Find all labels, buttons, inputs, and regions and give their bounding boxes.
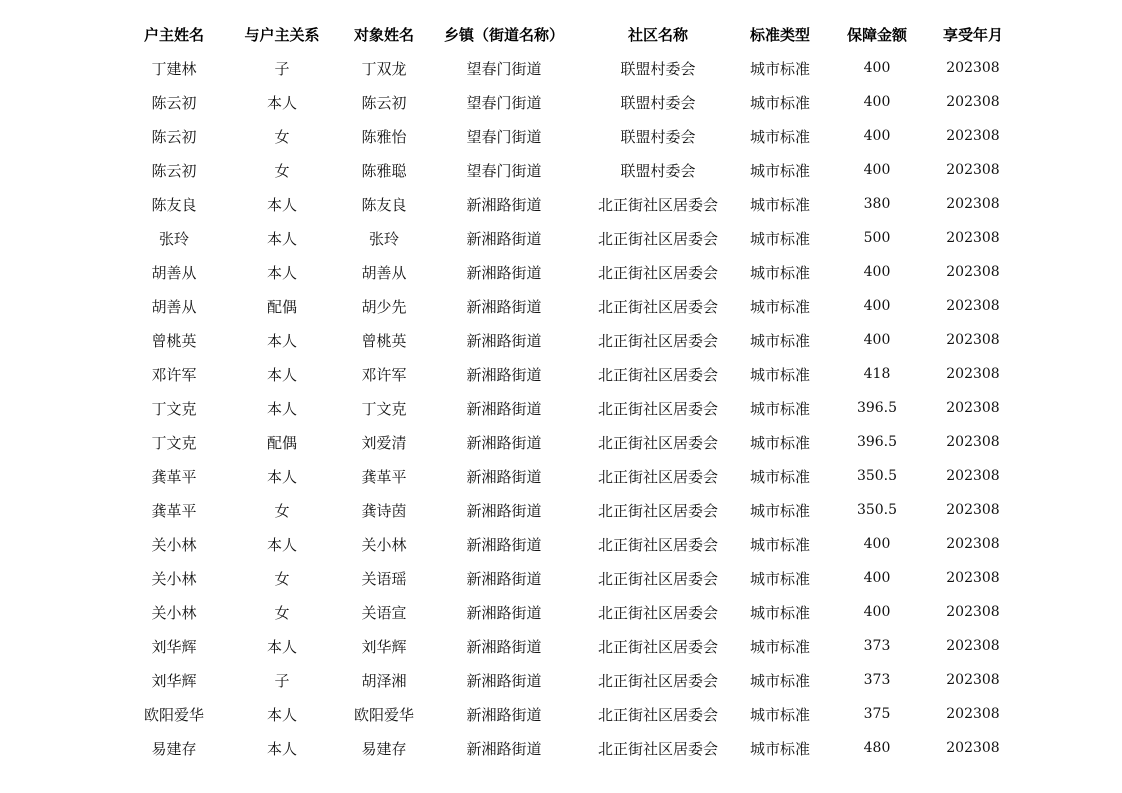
header-cell: 社区名称: [627, 25, 688, 44]
header-cell: 保障金额: [846, 25, 907, 44]
month-cell: 202308: [946, 604, 1000, 620]
standard-type-cell: 城市标准: [749, 229, 810, 248]
month-cell: 202308: [946, 468, 1000, 484]
street-cell: 新湘路街道: [466, 637, 542, 656]
household-head-cell: 欧阳爱华: [143, 705, 204, 724]
amount-cell: 375: [863, 706, 891, 722]
table-row: [120, 731, 1012, 765]
table-row: [120, 425, 1012, 459]
community-cell: 北正街社区居委会: [597, 671, 718, 690]
household-head-cell: 陈云初: [151, 93, 197, 112]
street-cell: 新湘路街道: [466, 671, 542, 690]
table-row: [120, 153, 1012, 187]
recipient-name-cell: 陈云初: [361, 93, 407, 112]
community-cell: 北正街社区居委会: [597, 263, 718, 282]
amount-cell: 400: [863, 298, 891, 314]
relation-cell: 本人: [266, 93, 297, 112]
street-cell: 新湘路街道: [466, 399, 542, 418]
community-cell: 联盟村委会: [620, 93, 696, 112]
standard-type-cell: 城市标准: [749, 739, 810, 758]
household-head-cell: 关小林: [151, 569, 197, 588]
standard-type-cell: 城市标准: [749, 127, 810, 146]
relation-cell: 本人: [266, 229, 297, 248]
recipient-name-cell: 邓许军: [361, 365, 407, 384]
standard-type-cell: 城市标准: [749, 59, 810, 78]
relation-cell: 本人: [266, 467, 297, 486]
community-cell: 北正街社区居委会: [597, 569, 718, 588]
standard-type-cell: 城市标准: [749, 671, 810, 690]
community-cell: 联盟村委会: [620, 161, 696, 180]
street-cell: 新湘路街道: [466, 467, 542, 486]
standard-type-cell: 城市标准: [749, 603, 810, 622]
recipient-name-cell: 张玲: [368, 229, 399, 248]
standard-type-cell: 城市标准: [749, 467, 810, 486]
street-cell: 望春门街道: [466, 161, 542, 180]
relation-cell: 子: [274, 59, 290, 78]
household-head-cell: 刘华辉: [151, 671, 197, 690]
month-cell: 202308: [946, 94, 1000, 110]
table-row: [120, 493, 1012, 527]
relation-cell: 女: [274, 501, 290, 520]
household-head-cell: 胡善从: [151, 297, 197, 316]
amount-cell: 400: [863, 332, 891, 348]
amount-cell: 373: [863, 638, 891, 654]
amount-cell: 400: [863, 94, 891, 110]
table-row: [120, 51, 1012, 85]
table-row: [120, 357, 1012, 391]
street-cell: 新湘路街道: [466, 569, 542, 588]
table-row: [120, 85, 1012, 119]
recipient-name-cell: 龚革平: [361, 467, 407, 486]
community-cell: 北正街社区居委会: [597, 535, 718, 554]
month-cell: 202308: [946, 366, 1000, 382]
table-row: [120, 255, 1012, 289]
community-cell: 北正街社区居委会: [597, 195, 718, 214]
table-row: [120, 663, 1012, 697]
street-cell: 望春门街道: [466, 59, 542, 78]
household-head-cell: 关小林: [151, 603, 197, 622]
standard-type-cell: 城市标准: [749, 705, 810, 724]
relation-cell: 女: [274, 127, 290, 146]
amount-cell: 350.5: [856, 502, 898, 518]
standard-type-cell: 城市标准: [749, 161, 810, 180]
relation-cell: 子: [274, 671, 290, 690]
standard-type-cell: 城市标准: [749, 331, 810, 350]
table-row: [120, 697, 1012, 731]
month-cell: 202308: [946, 298, 1000, 314]
amount-cell: 400: [863, 128, 891, 144]
month-cell: 202308: [946, 434, 1000, 450]
amount-cell: 400: [863, 604, 891, 620]
month-cell: 202308: [946, 536, 1000, 552]
community-cell: 联盟村委会: [620, 59, 696, 78]
amount-cell: 396.5: [856, 400, 898, 416]
household-head-cell: 邓许军: [151, 365, 197, 384]
household-head-cell: 陈云初: [151, 127, 197, 146]
community-cell: 北正街社区居委会: [597, 365, 718, 384]
recipient-name-cell: 欧阳爱华: [353, 705, 414, 724]
community-cell: 北正街社区居委会: [597, 399, 718, 418]
household-head-cell: 龚革平: [151, 467, 197, 486]
recipient-name-cell: 易建存: [361, 739, 407, 758]
header-cell: 标准类型: [749, 25, 810, 44]
recipient-name-cell: 关语瑶: [361, 569, 407, 588]
month-cell: 202308: [946, 638, 1000, 654]
amount-cell: 400: [863, 570, 891, 586]
standard-type-cell: 城市标准: [749, 637, 810, 656]
community-cell: 北正街社区居委会: [597, 297, 718, 316]
month-cell: 202308: [946, 570, 1000, 586]
month-cell: 202308: [946, 230, 1000, 246]
household-head-cell: 丁建林: [151, 59, 197, 78]
amount-cell: 396.5: [856, 434, 898, 450]
month-cell: 202308: [946, 502, 1000, 518]
table-row: [120, 527, 1012, 561]
month-cell: 202308: [946, 740, 1000, 756]
recipient-name-cell: 曾桃英: [361, 331, 407, 350]
header-cell: 对象姓名: [353, 25, 414, 44]
recipient-name-cell: 胡善从: [361, 263, 407, 282]
community-cell: 北正街社区居委会: [597, 467, 718, 486]
table-row: [120, 459, 1012, 493]
standard-type-cell: 城市标准: [749, 535, 810, 554]
amount-cell: 380: [863, 196, 891, 212]
street-cell: 新湘路街道: [466, 195, 542, 214]
amount-cell: 400: [863, 536, 891, 552]
household-head-cell: 易建存: [151, 739, 197, 758]
spreadsheet-page: [120, 17, 1012, 765]
household-head-cell: 丁文克: [151, 433, 197, 452]
household-head-cell: 关小林: [151, 535, 197, 554]
street-cell: 新湘路街道: [466, 263, 542, 282]
relation-cell: 本人: [266, 535, 297, 554]
amount-cell: 400: [863, 264, 891, 280]
recipient-name-cell: 陈友良: [361, 195, 407, 214]
table-row: [120, 561, 1012, 595]
header-cell: 户主姓名: [143, 25, 204, 44]
household-head-cell: 陈云初: [151, 161, 197, 180]
header-cell: 与户主关系: [244, 25, 320, 44]
header-cell: 享受年月: [942, 25, 1003, 44]
street-cell: 新湘路街道: [466, 433, 542, 452]
relation-cell: 本人: [266, 263, 297, 282]
community-cell: 北正街社区居委会: [597, 501, 718, 520]
month-cell: 202308: [946, 128, 1000, 144]
table-row: [120, 323, 1012, 357]
relation-cell: 配偶: [266, 433, 297, 452]
recipient-name-cell: 刘爱清: [361, 433, 407, 452]
standard-type-cell: 城市标准: [749, 433, 810, 452]
table-row: [120, 391, 1012, 425]
table-row: [120, 595, 1012, 629]
relation-cell: 女: [274, 161, 290, 180]
header-cell: 乡镇（街道名称）: [443, 25, 564, 44]
street-cell: 新湘路街道: [466, 297, 542, 316]
street-cell: 新湘路街道: [466, 739, 542, 758]
community-cell: 北正街社区居委会: [597, 637, 718, 656]
community-cell: 北正街社区居委会: [597, 229, 718, 248]
month-cell: 202308: [946, 332, 1000, 348]
street-cell: 新湘路街道: [466, 331, 542, 350]
amount-cell: 400: [863, 162, 891, 178]
household-head-cell: 陈友良: [151, 195, 197, 214]
table-row: [120, 119, 1012, 153]
month-cell: 202308: [946, 196, 1000, 212]
amount-cell: 350.5: [856, 468, 898, 484]
standard-type-cell: 城市标准: [749, 93, 810, 112]
month-cell: 202308: [946, 60, 1000, 76]
table-row: [120, 187, 1012, 221]
standard-type-cell: 城市标准: [749, 365, 810, 384]
relation-cell: 本人: [266, 365, 297, 384]
standard-type-cell: 城市标准: [749, 263, 810, 282]
standard-type-cell: 城市标准: [749, 501, 810, 520]
relation-cell: 本人: [266, 705, 297, 724]
household-head-cell: 龚革平: [151, 501, 197, 520]
community-cell: 北正街社区居委会: [597, 331, 718, 350]
relation-cell: 本人: [266, 331, 297, 350]
relation-cell: 本人: [266, 637, 297, 656]
community-cell: 北正街社区居委会: [597, 433, 718, 452]
household-head-cell: 丁文克: [151, 399, 197, 418]
amount-cell: 400: [863, 60, 891, 76]
recipient-name-cell: 胡少先: [361, 297, 407, 316]
recipient-name-cell: 丁双龙: [361, 59, 407, 78]
household-head-cell: 曾桃英: [151, 331, 197, 350]
recipient-name-cell: 龚诗茵: [361, 501, 407, 520]
street-cell: 望春门街道: [466, 127, 542, 146]
amount-cell: 500: [863, 230, 891, 246]
recipient-name-cell: 丁文克: [361, 399, 407, 418]
header-row: [120, 17, 1012, 51]
table-row: [120, 289, 1012, 323]
table-row: [120, 629, 1012, 663]
relation-cell: 女: [274, 569, 290, 588]
household-head-cell: 刘华辉: [151, 637, 197, 656]
recipient-name-cell: 关小林: [361, 535, 407, 554]
table-row: [120, 221, 1012, 255]
standard-type-cell: 城市标准: [749, 569, 810, 588]
community-cell: 北正街社区居委会: [597, 603, 718, 622]
month-cell: 202308: [946, 264, 1000, 280]
recipient-name-cell: 陈雅怡: [361, 127, 407, 146]
recipient-name-cell: 关语宣: [361, 603, 407, 622]
relation-cell: 配偶: [266, 297, 297, 316]
recipient-name-cell: 胡泽湘: [361, 671, 407, 690]
relation-cell: 本人: [266, 739, 297, 758]
community-cell: 联盟村委会: [620, 127, 696, 146]
street-cell: 新湘路街道: [466, 535, 542, 554]
standard-type-cell: 城市标准: [749, 195, 810, 214]
street-cell: 新湘路街道: [466, 705, 542, 724]
month-cell: 202308: [946, 672, 1000, 688]
recipient-name-cell: 刘华辉: [361, 637, 407, 656]
amount-cell: 480: [863, 740, 891, 756]
relation-cell: 本人: [266, 399, 297, 418]
standard-type-cell: 城市标准: [749, 399, 810, 418]
month-cell: 202308: [946, 400, 1000, 416]
amount-cell: 418: [863, 366, 891, 382]
street-cell: 新湘路街道: [466, 501, 542, 520]
month-cell: 202308: [946, 162, 1000, 178]
relation-cell: 女: [274, 603, 290, 622]
recipient-name-cell: 陈雅聪: [361, 161, 407, 180]
amount-cell: 373: [863, 672, 891, 688]
household-head-cell: 张玲: [158, 229, 189, 248]
community-cell: 北正街社区居委会: [597, 705, 718, 724]
street-cell: 新湘路街道: [466, 229, 542, 248]
community-cell: 北正街社区居委会: [597, 739, 718, 758]
data-table: [120, 17, 1012, 765]
household-head-cell: 胡善从: [151, 263, 197, 282]
street-cell: 新湘路街道: [466, 365, 542, 384]
relation-cell: 本人: [266, 195, 297, 214]
street-cell: 新湘路街道: [466, 603, 542, 622]
month-cell: 202308: [946, 706, 1000, 722]
standard-type-cell: 城市标准: [749, 297, 810, 316]
street-cell: 望春门街道: [466, 93, 542, 112]
